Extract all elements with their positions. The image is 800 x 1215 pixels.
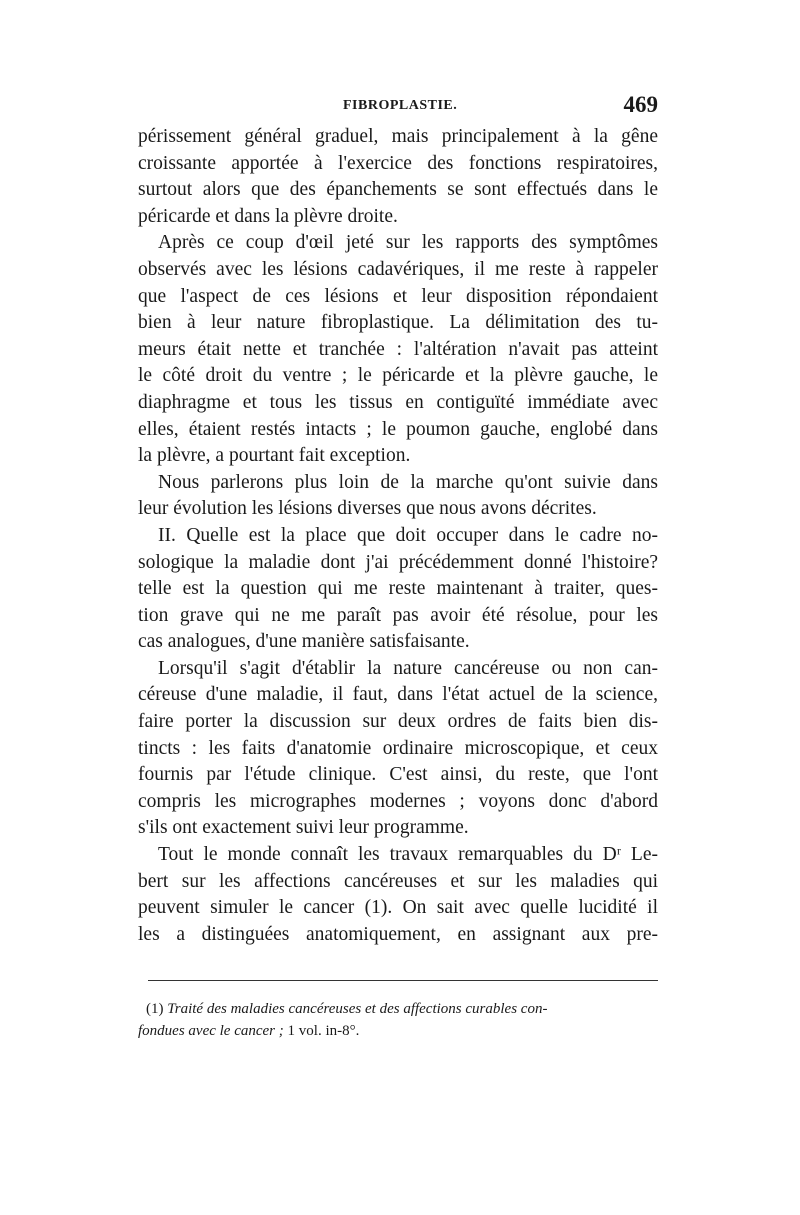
running-title: FIBROPLASTIE. xyxy=(343,98,458,113)
running-head xyxy=(138,92,658,122)
text-line: s'ils ont exactement suivi leur programme. xyxy=(138,817,469,839)
text-line: bien à leur nature fibroplastique. La délimitation des tu- xyxy=(138,312,658,334)
text-line: sologique la maladie dont j'ai précédemment donné l'histoire? xyxy=(138,551,658,573)
footnote-citation: Traité des maladies cancéreuses et des affections curables con- xyxy=(167,1001,548,1017)
text-line: Tout le monde connaît les travaux remarquables du Dʳ Le- xyxy=(158,844,658,866)
footnote-citation-cont: fondues avec le cancer ; xyxy=(138,1023,284,1039)
body-text xyxy=(138,124,658,948)
text-line: cas analogues, d'une manière satisfaisante. xyxy=(138,631,470,653)
text-line: Lorsqu'il s'agit d'établir la nature cancéreuse ou non can- xyxy=(158,657,658,679)
footnote-volume: 1 vol. in-8°. xyxy=(283,1023,360,1039)
text-line: céreuse d'une maladie, il faut, dans l'état actuel de la science, xyxy=(138,684,658,706)
text-line: peuvent simuler le cancer (1). On sait avec quelle lucidité il xyxy=(138,897,658,919)
text-line: croissante apportée à l'exercice des fonctions respiratoires, xyxy=(138,152,658,174)
text-line: péricarde et dans la plèvre droite. xyxy=(138,205,398,227)
text-line: la plèvre, a pourtant fait exception. xyxy=(138,445,411,467)
text-line: meurs était nette et tranchée : l'altération n'avait pas atteint xyxy=(138,338,658,360)
text-line: le côté droit du ventre ; le péricarde et la plèvre gauche, le xyxy=(138,365,658,387)
text-line: leur évolution les lésions diverses que nous avons décrites. xyxy=(138,498,597,520)
text-line: tincts : les faits d'anatomie ordinaire microscopique, et ceux xyxy=(138,737,658,759)
text-line: surtout alors que des épanchements se sont effectués dans le xyxy=(138,179,658,201)
text-line: II. Quelle est la place que doit occuper dans le cadre no- xyxy=(158,524,658,546)
text-line: faire porter la discussion sur deux ordres de faits bien dis- xyxy=(138,711,658,733)
footnote-line xyxy=(138,998,658,1020)
text-line: tion grave qui ne me paraît pas avoir été résolue, pour les xyxy=(138,604,658,626)
text-line: bert sur les affections cancéreuses et sur les maladies qui xyxy=(138,870,658,892)
footnote-divider xyxy=(148,980,658,981)
text-line: que l'aspect de ces lésions et leur disposition répondaient xyxy=(138,285,658,307)
text-line: Après ce coup d'œil jeté sur les rapports des symptômes xyxy=(158,232,658,254)
text-line: elles, étaient restés intacts ; le poumon gauche, englobé dans xyxy=(138,418,658,440)
text-line: compris les micrographes modernes ; voyons donc d'abord xyxy=(138,790,658,812)
text-line: périssement général graduel, mais principalement à la gêne xyxy=(138,126,658,147)
text-line: fournis par l'étude clinique. C'est ainsi, du reste, que l'ont xyxy=(138,764,658,786)
text-line: les a distinguées anatomiquement, en assignant aux pre- xyxy=(138,923,658,945)
footnote-line xyxy=(138,1020,658,1042)
text-line: telle est la question qui me reste maintenant à traiter, ques- xyxy=(138,578,658,600)
footnote xyxy=(138,998,658,1042)
text-line: observés avec les lésions cadavériques, il me reste à rappeler xyxy=(138,258,658,280)
page-number: 469 xyxy=(623,92,658,117)
text-line: Nous parlerons plus loin de la marche qu'ont suivie dans xyxy=(158,471,658,493)
footnote-mark: (1) xyxy=(146,1001,164,1017)
text-line: diaphragme et tous les tissus en contiguïté immédiate avec xyxy=(138,391,658,413)
